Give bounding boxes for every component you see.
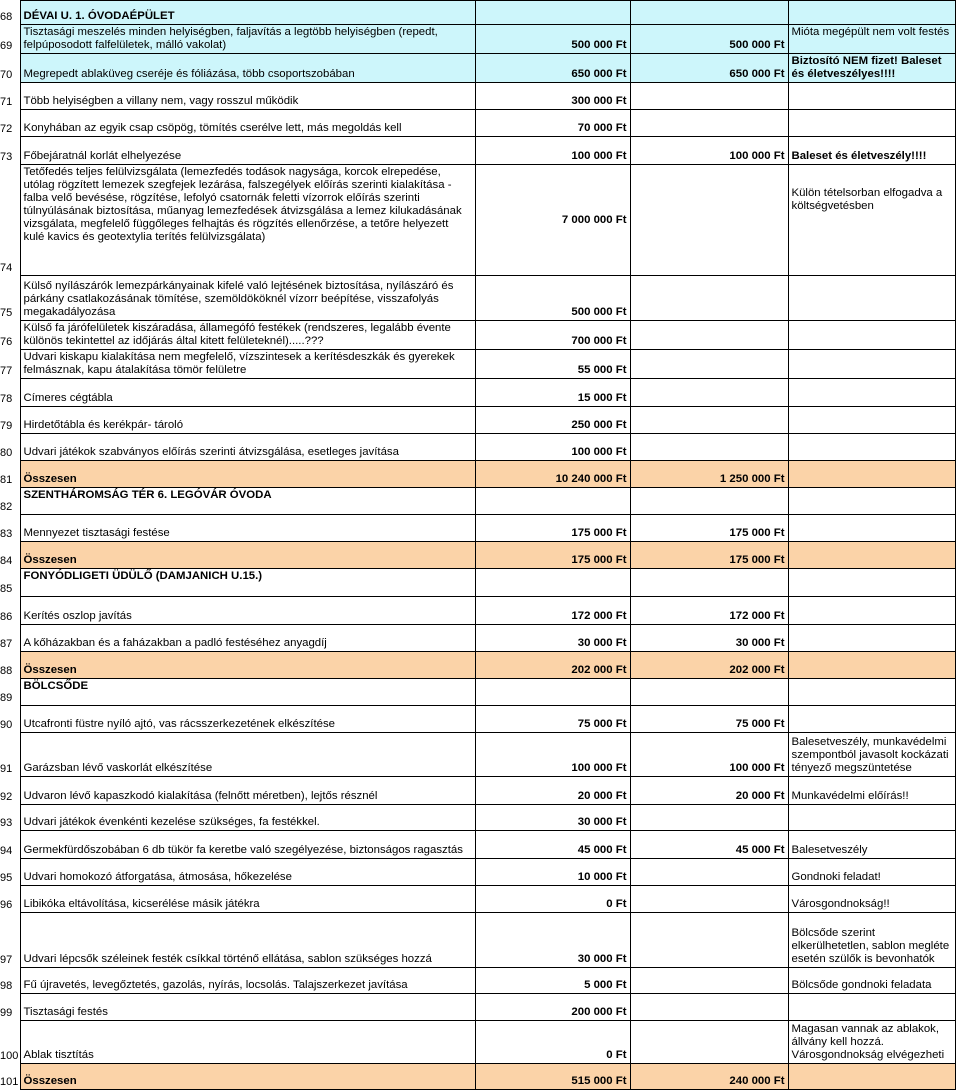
amount-approved-cell [630,321,788,350]
amount-approved-cell [630,913,788,968]
row-number: 89 [0,691,13,704]
amount-requested-cell: 30 000 Ft [475,625,630,652]
amount-approved-cell [630,350,788,379]
table-row [0,434,955,461]
amount-requested-cell: 700 000 Ft [475,321,630,350]
table-row [0,597,955,625]
row-number: 74 [0,261,13,274]
table-row [0,110,955,137]
table-row [0,165,955,276]
amount-requested-cell: 10 240 000 Ft [475,461,630,488]
amount-approved-cell [630,569,788,597]
description-cell: Összesen [20,461,475,488]
description-cell: Összesen [20,1064,475,1090]
amount-requested-cell: 20 000 Ft [475,777,630,805]
table-row [0,968,955,994]
table-row [0,831,955,859]
note-cell: Külön tételsorban elfogadva a költségvetésben [788,165,955,276]
table-row [0,276,955,321]
description-cell: Mennyezet tisztasági festése [20,515,475,542]
amount-requested-cell: 10 000 Ft [475,859,630,886]
amount-approved-cell [630,276,788,321]
description-cell: Tetőfedés teljes felülvizsgálata (lemezfedés todások nagysága, korcok elrepedése, utólag rögzített lemezek szegfejek lezárása, falszegélyek előírás szerinti kialakítása - falba velő bevésése, rögzítése, lefolyó csatornák feletti vízorrok előírás szerinti túlnyúlásának biztosítása, műanyag lemezfedések átvizsgálása a lemez kilukadásának vizsgálata, megfelelő függőleges felhajtás és rögzítés ellenőrzése, a tetőre helyezett kulé kavics és geotextylia terítés felülvizsgálata) [20,165,475,276]
description-cell: Udvari lépcsők széleinek festék csíkkal történő ellátása, sablon szükséges hozzá [20,913,475,968]
description-cell: DÉVAI U. 1. ÓVODAÉPÜLET [20,1,475,25]
description-cell: Konyhában az egyik csap csöpög, tömítés cserélve lett, más megoldás kell [20,110,475,137]
amount-approved-cell: 100 000 Ft [630,137,788,165]
row-number: 79 [0,419,13,432]
amount-requested-cell: 15 000 Ft [475,379,630,407]
amount-approved-cell: 202 000 Ft [630,652,788,679]
table-row [0,679,955,706]
amount-approved-cell: 172 000 Ft [630,597,788,625]
amount-approved-cell [630,110,788,137]
amount-approved-cell: 175 000 Ft [630,542,788,569]
amount-requested-cell: 500 000 Ft [475,276,630,321]
table-row [0,625,955,652]
table-row [0,994,955,1021]
amount-requested-cell: 515 000 Ft [475,1064,630,1090]
amount-requested-cell [475,1,630,25]
table-row [0,1064,955,1090]
note-cell [788,321,955,350]
amount-approved-cell: 20 000 Ft [630,777,788,805]
description-cell: Főbejáratnál korlát elhelyezése [20,137,475,165]
row-number: 83 [0,527,13,540]
row-number: 93 [0,816,13,829]
table-row [0,777,955,805]
row-number: 84 [0,554,13,567]
row-number: 73 [0,150,13,163]
table-row [0,488,955,515]
row-number: 92 [0,790,13,803]
row-number: 88 [0,664,13,677]
amount-requested-cell [475,488,630,515]
table-row [0,1021,955,1064]
amount-requested-cell: 100 000 Ft [475,434,630,461]
description-cell: Összesen [20,542,475,569]
note-cell: Balesetveszély [788,831,955,859]
amount-approved-cell [630,83,788,110]
amount-approved-cell: 650 000 Ft [630,54,788,83]
note-cell [788,461,955,488]
description-cell: Tisztasági festés [20,994,475,1021]
description-cell: Udvari játékok szabványos előírás szerinti átvizsgálása, esetleges javítása [20,434,475,461]
description-cell: BÖLCSŐDE [20,679,475,706]
amount-approved-cell [630,886,788,913]
note-cell [788,83,955,110]
amount-requested-cell: 75 000 Ft [475,706,630,733]
amount-approved-cell [630,679,788,706]
amount-requested-cell: 250 000 Ft [475,407,630,434]
amount-requested-cell: 650 000 Ft [475,54,630,83]
amount-approved-cell [630,805,788,831]
description-cell: Fű újravetés, levegőztetés, gazolás, nyírás, locsolás. Talajszerkezet javítása [20,968,475,994]
note-cell [788,1,955,25]
amount-approved-cell [630,968,788,994]
row-number: 94 [0,844,13,857]
amount-requested-cell: 100 000 Ft [475,733,630,777]
amount-approved-cell [630,379,788,407]
note-cell [788,805,955,831]
description-cell: Külső nyílászárók lemezpárkányainak kifelé való lejtésének biztosítása, nyílászáró és párkány csatlakozásának tömítése, szemöldököknél vízorr beépítése, visszafolyás megakadályozása [20,276,475,321]
row-number: 96 [0,898,13,911]
note-cell [788,110,955,137]
amount-requested-cell: 100 000 Ft [475,137,630,165]
table-row [0,321,955,350]
row-number: 71 [0,95,13,108]
description-cell: Udvaron lévő kapaszkodó kialakítása (felnőtt méretben), lejtős résznél [20,777,475,805]
note-cell [788,488,955,515]
table-row [0,54,955,83]
description-cell: Udvari homokozó átforgatása, átmosása, hőkezelése [20,859,475,886]
amount-approved-cell: 75 000 Ft [630,706,788,733]
note-cell [788,350,955,379]
note-cell [788,1064,955,1090]
amount-requested-cell: 30 000 Ft [475,913,630,968]
description-cell: Udvari kiskapu kialakítása nem megfelelő, vízszintesek a kerítésdeszkák és gyerekek felmásznak, kapu átalakítása tömör felületre [20,350,475,379]
row-number: 97 [0,953,13,966]
description-cell: Utcafronti füstre nyíló ajtó, vas rácsszerkezetének elkészítése [20,706,475,733]
row-number: 100 [0,1049,19,1062]
amount-requested-cell [475,679,630,706]
description-cell: Germekfürdőszobában 6 db tükör fa keretbe való szegélyezése, biztonságos ragasztás [20,831,475,859]
table-row [0,569,955,597]
table-row [0,652,955,679]
amount-requested-cell [475,569,630,597]
table-row [0,407,955,434]
row-number: 82 [0,500,13,513]
table-row [0,83,955,110]
note-cell [788,706,955,733]
description-cell: Libikóka eltávolítása, kicserélése másik játékra [20,886,475,913]
note-cell: Balesetveszély, munkavédelmi szempontból javasolt kockázati tényező megszüntetése [788,733,955,777]
row-number: 85 [0,582,13,595]
amount-approved-cell: 100 000 Ft [630,733,788,777]
table-row [0,886,955,913]
description-cell: Külső fa járófelületek kiszáradása, államegófó festékek (rendszeres, legalább évente különös tekintettel az időjárás által kitett felületeknél).....??? [20,321,475,350]
amount-approved-cell [630,165,788,276]
amount-approved-cell [630,407,788,434]
amount-approved-cell [630,434,788,461]
amount-requested-cell: 300 000 Ft [475,83,630,110]
row-number: 75 [0,306,13,319]
table-row [0,1,955,25]
description-cell: A kőházakban és a faházakban a padló festéséhez anyagdíj [20,625,475,652]
amount-approved-cell: 45 000 Ft [630,831,788,859]
description-cell: Kerítés oszlop javítás [20,597,475,625]
table-row [0,706,955,733]
table-row [0,350,955,379]
note-cell: Biztosító NEM fizet! Baleset és életveszélyes!!!! [788,54,955,83]
table-row [0,733,955,777]
note-cell [788,597,955,625]
description-cell: Összesen [20,652,475,679]
amount-requested-cell: 55 000 Ft [475,350,630,379]
row-number: 81 [0,473,13,486]
table-row [0,542,955,569]
table-row [0,137,955,165]
row-number: 99 [0,1006,13,1019]
description-cell: Címeres cégtábla [20,379,475,407]
table-row [0,913,955,968]
row-number: 98 [0,979,13,992]
row-number: 77 [0,364,13,377]
amount-requested-cell: 175 000 Ft [475,515,630,542]
amount-requested-cell: 202 000 Ft [475,652,630,679]
description-cell: Udvari játékok évenkénti kezelése szükséges, fa festékkel. [20,805,475,831]
row-number: 91 [0,762,13,775]
note-cell: Mióta megépült nem volt festés [788,25,955,54]
row-number: 70 [0,68,13,81]
table-row [0,25,955,54]
note-cell [788,625,955,652]
description-cell: Garázsban lévő vaskorlát elkészítése [20,733,475,777]
amount-requested-cell: 70 000 Ft [475,110,630,137]
note-cell: Városgondnokság!! [788,886,955,913]
amount-approved-cell: 500 000 Ft [630,25,788,54]
amount-approved-cell [630,1021,788,1064]
note-cell [788,434,955,461]
amount-approved-cell [630,994,788,1021]
note-cell: Baleset és életveszély!!!! [788,137,955,165]
note-cell [788,569,955,597]
row-number: 95 [0,871,13,884]
note-cell: Gondnoki feladat! [788,859,955,886]
row-number: 90 [0,718,13,731]
amount-approved-cell [630,1,788,25]
note-cell [788,407,955,434]
note-cell [788,515,955,542]
table-row [0,515,955,542]
amount-requested-cell: 0 Ft [475,1021,630,1064]
amount-approved-cell: 1 250 000 Ft [630,461,788,488]
amount-requested-cell: 175 000 Ft [475,542,630,569]
row-number: 87 [0,637,13,650]
row-number: 86 [0,610,13,623]
note-cell: Munkavédelmi előírás!! [788,777,955,805]
row-number: 72 [0,122,13,135]
description-cell: SZENTHÁROMSÁG TÉR 6. LEGÓVÁR ÓVODA [20,488,475,515]
description-cell: Több helyiségben a villany nem, vagy rosszul működik [20,83,475,110]
amount-requested-cell: 200 000 Ft [475,994,630,1021]
amount-approved-cell: 175 000 Ft [630,515,788,542]
amount-approved-cell [630,859,788,886]
description-cell: Ablak tisztítás [20,1021,475,1064]
note-cell: Bölcsőde gondnoki feladata [788,968,955,994]
description-cell: Tisztasági meszelés minden helyiségben, faljavítás a legtöbb helyiségben (repedt, felpúposodott falfelületek, málló vakolat) [20,25,475,54]
row-number: 78 [0,392,13,405]
note-cell [788,276,955,321]
amount-approved-cell [630,488,788,515]
table-row [0,379,955,407]
note-cell: Magasan vannak az ablakok, állvány kell hozzá. Városgondnokság elvégezheti [788,1021,955,1064]
amount-requested-cell: 7 000 000 Ft [475,165,630,276]
description-cell: Hirdetőtábla és kerékpár- tároló [20,407,475,434]
note-cell: Bölcsőde szerint elkerülhetetlen, sablon megléte esetén szülők is bevonhatók [788,913,955,968]
amount-approved-cell: 30 000 Ft [630,625,788,652]
note-cell [788,994,955,1021]
row-number: 80 [0,446,13,459]
note-cell [788,542,955,569]
amount-requested-cell: 5 000 Ft [475,968,630,994]
row-number: 68 [0,10,13,23]
amount-approved-cell: 240 000 Ft [630,1064,788,1090]
description-cell: FONYÓDLIGETI ÜDÜLŐ (DAMJANICH U.15.) [20,569,475,597]
note-cell [788,652,955,679]
row-number: 101 [0,1075,19,1088]
amount-requested-cell: 0 Ft [475,886,630,913]
table-row [0,859,955,886]
budget-table-body [0,1,955,1090]
table-row [0,461,955,488]
table-row [0,805,955,831]
amount-requested-cell: 172 000 Ft [475,597,630,625]
amount-requested-cell: 500 000 Ft [475,25,630,54]
row-number: 69 [0,39,13,52]
note-cell [788,679,955,706]
amount-requested-cell: 30 000 Ft [475,805,630,831]
row-number: 76 [0,335,13,348]
description-cell: Megrepedt ablaküveg cseréje és fóliázása, több csoportszobában [20,54,475,83]
note-cell [788,379,955,407]
amount-requested-cell: 45 000 Ft [475,831,630,859]
